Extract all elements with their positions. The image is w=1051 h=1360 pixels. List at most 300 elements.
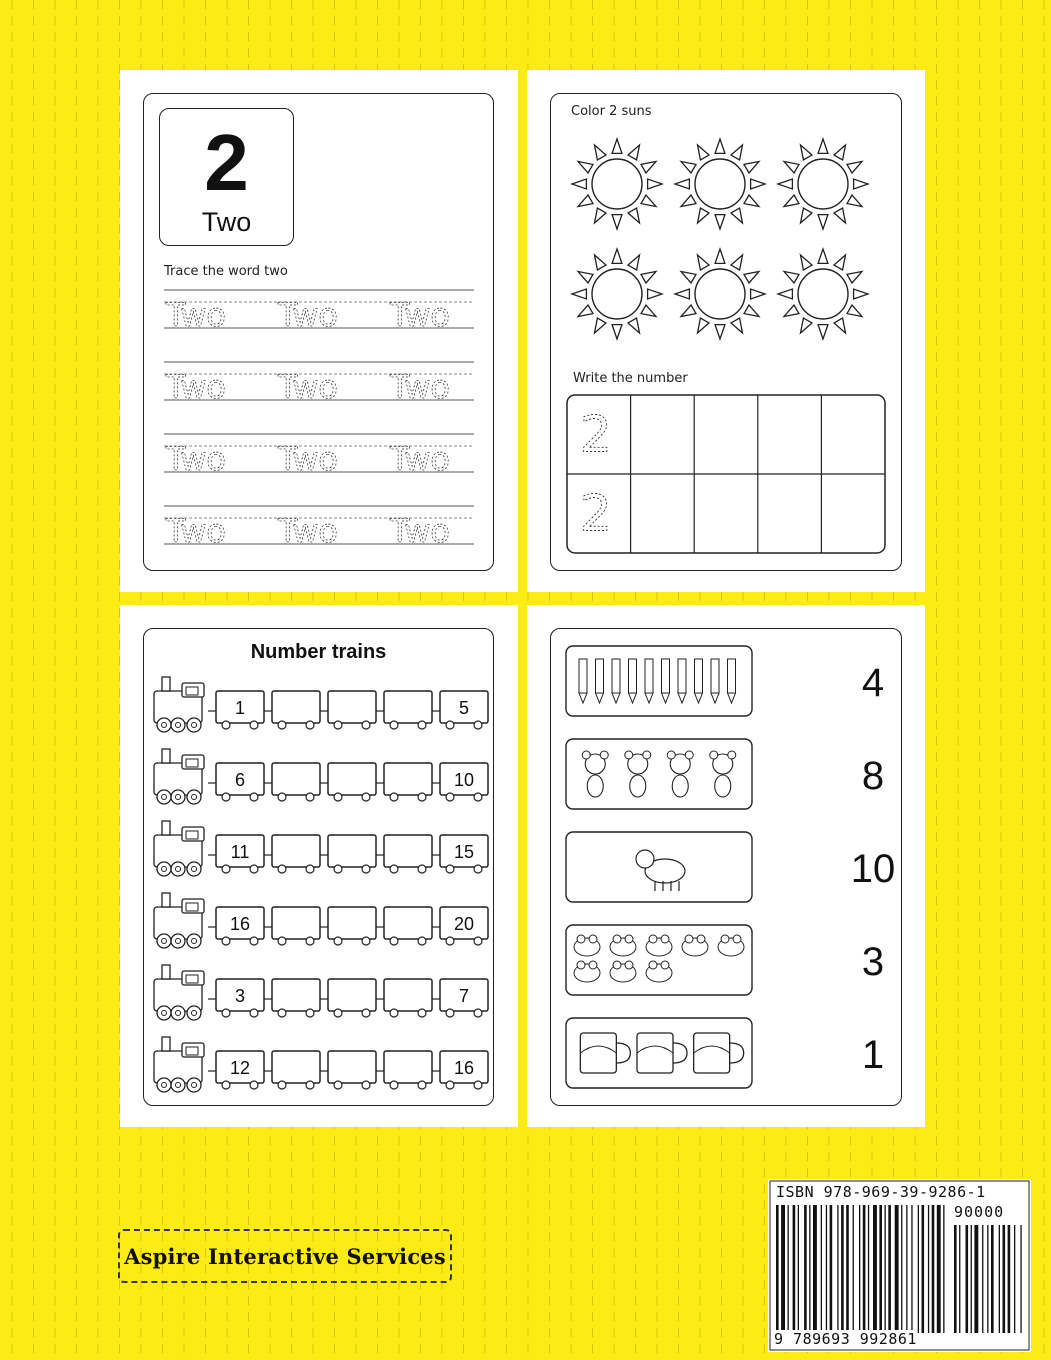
wheel — [362, 721, 370, 729]
engine-chimney — [162, 893, 170, 907]
bar — [809, 1205, 810, 1333]
wheel — [157, 934, 171, 948]
sun-ray — [801, 208, 812, 223]
pencil-icon — [596, 659, 604, 703]
train-car — [272, 691, 320, 723]
sun-ray — [648, 289, 662, 299]
sun-ray — [578, 305, 593, 316]
trace-word: Two — [390, 512, 450, 550]
answer-number: 3 — [861, 940, 885, 984]
wheel — [418, 793, 426, 801]
worksheet-count-match — [527, 605, 925, 1127]
sun-ray — [681, 272, 696, 283]
wheel — [171, 934, 185, 948]
sun-ray — [595, 318, 606, 333]
bar — [804, 1205, 807, 1333]
sun-ray — [715, 325, 725, 339]
sun-ray — [847, 305, 862, 316]
sun-ray — [675, 289, 689, 299]
sun-ray — [648, 179, 662, 189]
pencil-icon — [662, 659, 670, 703]
wheel — [418, 1081, 426, 1089]
sun-ray — [612, 249, 622, 263]
wheel — [222, 1009, 230, 1017]
wheel — [418, 865, 426, 873]
train-car — [384, 1051, 432, 1083]
train-car — [384, 691, 432, 723]
wheel — [171, 862, 185, 876]
sun-ray — [784, 272, 799, 283]
sun-ray — [641, 162, 656, 173]
trace-lines — [144, 282, 493, 582]
wheel — [446, 793, 454, 801]
sun-ray — [572, 179, 586, 189]
trace-word: Two — [166, 512, 226, 550]
sun-ray — [595, 255, 606, 270]
wheel — [222, 1081, 230, 1089]
bar — [1003, 1225, 1006, 1333]
pencil-icon — [629, 659, 637, 703]
big-digit: 2 — [204, 118, 249, 207]
sun-ray — [801, 145, 812, 160]
sun-ray — [834, 208, 845, 223]
bar — [837, 1205, 838, 1333]
wheel — [474, 721, 482, 729]
wheel — [250, 1081, 258, 1089]
bar — [798, 1205, 799, 1333]
sun-ray — [731, 255, 742, 270]
wheel — [362, 865, 370, 873]
train-first-number: 12 — [229, 1058, 251, 1078]
train — [154, 893, 488, 948]
trace-word: Two — [390, 296, 450, 334]
bar — [853, 1205, 854, 1333]
trace-word: Two — [166, 368, 226, 406]
count-row — [566, 646, 884, 716]
wheel — [250, 1009, 258, 1017]
train-car — [272, 763, 320, 795]
sun-ray — [641, 305, 656, 316]
sun-icon — [572, 249, 662, 339]
wheel — [390, 793, 398, 801]
answer-number: 4 — [861, 661, 885, 705]
wheel — [187, 790, 201, 804]
wheel — [474, 865, 482, 873]
train — [154, 821, 488, 876]
sun-ray — [628, 145, 639, 160]
engine-chimney — [162, 749, 170, 763]
bar — [928, 1205, 929, 1333]
bar — [999, 1225, 1000, 1333]
sun-core — [695, 159, 745, 209]
wheel — [306, 793, 314, 801]
sun-ray — [854, 289, 868, 299]
ean-digits: 9 789693 992861 — [774, 1330, 917, 1348]
wheel — [474, 1009, 482, 1017]
sun-ray — [744, 272, 759, 283]
pencil-icon — [711, 659, 719, 703]
train — [154, 1037, 488, 1092]
bar — [1020, 1225, 1021, 1333]
wheel — [171, 1006, 185, 1020]
color-instruction: Color 2 suns — [571, 104, 652, 119]
engine-chimney — [162, 965, 170, 979]
sun-ray — [784, 195, 799, 206]
sun-ray — [715, 215, 725, 229]
train-car — [328, 763, 376, 795]
train-last-number: 7 — [458, 986, 470, 1006]
sun-ray — [801, 255, 812, 270]
frog-icon — [610, 935, 636, 956]
trace-word: Two — [278, 296, 338, 334]
wheel — [474, 937, 482, 945]
sun-ray — [698, 318, 709, 333]
sun-ray — [731, 318, 742, 333]
train-car — [328, 979, 376, 1011]
train — [154, 677, 488, 732]
train-last-number: 10 — [453, 770, 475, 790]
bar — [954, 1225, 957, 1333]
bar — [982, 1225, 983, 1333]
sun-ray — [834, 318, 845, 333]
trace-word: Two — [278, 512, 338, 550]
wheel — [334, 1081, 342, 1089]
wheel — [306, 865, 314, 873]
sun-ray — [751, 289, 765, 299]
sun-icon — [778, 139, 868, 229]
sun-ray — [681, 305, 696, 316]
bar — [859, 1205, 860, 1333]
trace-instruction: Trace the word two — [164, 264, 288, 279]
wheel — [187, 1078, 201, 1092]
wheel — [250, 721, 258, 729]
wheel — [278, 865, 286, 873]
pencil-icon — [579, 659, 587, 703]
bar — [906, 1205, 907, 1333]
sun-core — [798, 269, 848, 319]
wheel — [446, 1081, 454, 1089]
count-row — [566, 832, 895, 902]
picture-box — [566, 646, 752, 716]
train-first-number: 11 — [230, 842, 250, 862]
sun-ray — [698, 145, 709, 160]
trace-word: Two — [278, 440, 338, 478]
frog-icon — [646, 961, 672, 982]
wheel — [278, 1009, 286, 1017]
write-number-grid — [566, 394, 888, 556]
train-car — [272, 1051, 320, 1083]
sun-ray — [784, 162, 799, 173]
worksheet-frame — [143, 93, 494, 571]
worksheet-trace-word — [120, 70, 518, 592]
train — [154, 749, 488, 804]
bar — [937, 1205, 941, 1333]
wheel — [157, 1006, 171, 1020]
engine-chimney — [162, 677, 170, 691]
sun-ray — [834, 145, 845, 160]
sun-ray — [731, 145, 742, 160]
isbn-barcode — [768, 1179, 1031, 1352]
sun-icon — [572, 139, 662, 229]
train-last-number: 16 — [453, 1058, 475, 1078]
wheel — [390, 1009, 398, 1017]
sun-ray — [595, 208, 606, 223]
sun-ray — [778, 179, 792, 189]
wheel — [171, 1078, 185, 1092]
bar — [987, 1225, 988, 1333]
publisher-badge: Aspire Interactive Services — [118, 1229, 452, 1283]
sun-ray — [744, 162, 759, 173]
wheel — [334, 1009, 342, 1017]
wheel — [278, 1081, 286, 1089]
bar — [966, 1225, 969, 1333]
trace-digit: 2 — [580, 405, 612, 464]
sun-ray — [628, 208, 639, 223]
train-car — [384, 907, 432, 939]
train-car — [328, 691, 376, 723]
bar — [971, 1225, 972, 1333]
wheel — [250, 793, 258, 801]
sun-ray — [612, 215, 622, 229]
big-word: Two — [201, 207, 252, 237]
wheel — [187, 1006, 201, 1020]
wheel — [250, 937, 258, 945]
sun-ray — [834, 255, 845, 270]
train-last-number: 15 — [453, 842, 475, 862]
count-row — [566, 739, 884, 809]
sun-ray — [818, 139, 828, 153]
sun-ray — [784, 305, 799, 316]
bar — [776, 1205, 779, 1333]
bar — [879, 1205, 882, 1333]
wheel — [334, 721, 342, 729]
wheel — [222, 937, 230, 945]
frog-icon — [574, 961, 600, 982]
sun-icon — [778, 249, 868, 339]
wheel — [362, 793, 370, 801]
bar — [1008, 1225, 1011, 1333]
wheel — [278, 721, 286, 729]
wheel — [222, 865, 230, 873]
wheel — [222, 721, 230, 729]
frog-icon — [610, 961, 636, 982]
frog-icon — [646, 935, 672, 956]
wheel — [418, 937, 426, 945]
sun-core — [592, 269, 642, 319]
wheel — [222, 793, 230, 801]
train-first-number: 6 — [234, 770, 246, 790]
train-car — [384, 979, 432, 1011]
bar — [821, 1205, 822, 1333]
isbn-text: ISBN 978-969-39-9286-1 — [776, 1183, 986, 1201]
bar — [943, 1205, 944, 1333]
trace-word: Two — [166, 296, 226, 334]
bar — [793, 1205, 796, 1333]
frog-icon — [682, 935, 708, 956]
count-row — [566, 1018, 884, 1088]
train-first-number: 3 — [234, 986, 246, 1006]
bar — [830, 1205, 833, 1333]
wheel — [278, 937, 286, 945]
wheel — [446, 721, 454, 729]
sun-ray — [778, 289, 792, 299]
bar — [1014, 1225, 1015, 1333]
wheel — [418, 1009, 426, 1017]
bar — [841, 1205, 844, 1333]
train-car — [328, 835, 376, 867]
sun-ray — [612, 325, 622, 339]
wheel — [334, 793, 342, 801]
bar — [901, 1205, 902, 1333]
wheel — [187, 862, 201, 876]
sun-ray — [578, 162, 593, 173]
sun-ray — [641, 195, 656, 206]
sun-ray — [595, 145, 606, 160]
sun-ray — [628, 255, 639, 270]
engine-chimney — [162, 1037, 170, 1051]
sun-ray — [818, 215, 828, 229]
sun-ray — [744, 195, 759, 206]
train-car — [272, 907, 320, 939]
count-rows — [551, 629, 901, 1105]
wheel — [334, 937, 342, 945]
wheel — [157, 862, 171, 876]
sun-grid — [551, 124, 901, 364]
wheel — [250, 865, 258, 873]
train-car — [272, 979, 320, 1011]
wheel — [362, 1081, 370, 1089]
train-last-number: 20 — [453, 914, 475, 934]
pencil-icon — [678, 659, 686, 703]
sun-ray — [681, 195, 696, 206]
trace-word: Two — [278, 368, 338, 406]
sun-ray — [801, 318, 812, 333]
answer-number: 10 — [850, 847, 896, 891]
sun-ray — [698, 208, 709, 223]
wheel — [390, 865, 398, 873]
sun-ray — [715, 249, 725, 263]
sun-ray — [578, 272, 593, 283]
worksheet-frame — [550, 93, 902, 571]
sun-ray — [675, 179, 689, 189]
train — [154, 965, 488, 1020]
bar — [974, 1225, 978, 1333]
sun-ray — [572, 289, 586, 299]
pencil-icon — [645, 659, 653, 703]
write-instruction: Write the number — [573, 371, 688, 386]
trace-word: Two — [166, 440, 226, 478]
worksheet-frame — [550, 628, 902, 1106]
wheel — [390, 1081, 398, 1089]
bar — [873, 1205, 877, 1333]
sun-ray — [681, 162, 696, 173]
train-car — [384, 835, 432, 867]
wheel — [390, 721, 398, 729]
trace-digit: 2 — [580, 484, 612, 543]
train-car — [328, 907, 376, 939]
wheel — [334, 865, 342, 873]
bar — [922, 1205, 925, 1333]
sun-ray — [847, 162, 862, 173]
answer-number: 8 — [861, 754, 885, 798]
sun-ray — [698, 255, 709, 270]
bar — [863, 1205, 866, 1333]
bar — [888, 1205, 891, 1333]
bar — [885, 1205, 886, 1333]
sun-core — [695, 269, 745, 319]
wheel — [418, 721, 426, 729]
bar — [895, 1205, 899, 1333]
sun-core — [592, 159, 642, 209]
count-row — [566, 925, 884, 995]
wheel — [157, 1078, 171, 1092]
wheel — [474, 793, 482, 801]
frog-icon — [574, 935, 600, 956]
train-car — [384, 763, 432, 795]
wheel — [157, 718, 171, 732]
sun-core — [798, 159, 848, 209]
sun-ray — [847, 272, 862, 283]
answer-number: 1 — [861, 1033, 885, 1077]
bar — [846, 1205, 849, 1333]
train-car — [328, 1051, 376, 1083]
bar — [826, 1205, 827, 1333]
wheel — [306, 1081, 314, 1089]
sun-ray — [818, 249, 828, 263]
sun-ray — [641, 272, 656, 283]
trace-word: Two — [390, 440, 450, 478]
engine-chimney — [162, 821, 170, 835]
wheel — [362, 937, 370, 945]
wheel — [362, 1009, 370, 1017]
worksheet-color-suns — [527, 70, 925, 592]
train-first-number: 16 — [229, 914, 251, 934]
bar — [932, 1205, 935, 1333]
sun-ray — [751, 179, 765, 189]
trace-word: Two — [390, 368, 450, 406]
sun-ray — [578, 195, 593, 206]
worksheet-frame — [143, 628, 494, 1106]
train-car — [272, 835, 320, 867]
wheel — [446, 865, 454, 873]
sun-ray — [744, 305, 759, 316]
sun-icon — [675, 139, 765, 229]
frog-icon — [718, 935, 744, 956]
wheel — [306, 721, 314, 729]
worksheet-number-trains — [120, 605, 518, 1127]
wheel — [446, 1009, 454, 1017]
wheel — [446, 937, 454, 945]
sun-ray — [854, 179, 868, 189]
wheel — [306, 937, 314, 945]
bar — [813, 1205, 817, 1333]
wheel — [187, 934, 201, 948]
price-code: 90000 — [954, 1203, 1005, 1221]
wheel — [474, 1081, 482, 1089]
train-last-number: 5 — [458, 698, 470, 718]
wheel — [278, 793, 286, 801]
sun-ray — [715, 139, 725, 153]
bar — [911, 1205, 912, 1333]
pencil-icon — [728, 659, 736, 703]
wheel — [171, 718, 185, 732]
train-first-number: 1 — [234, 698, 246, 718]
wheel — [390, 937, 398, 945]
wheel — [171, 790, 185, 804]
sun-ray — [847, 195, 862, 206]
sun-ray — [731, 208, 742, 223]
bar — [991, 1225, 994, 1333]
